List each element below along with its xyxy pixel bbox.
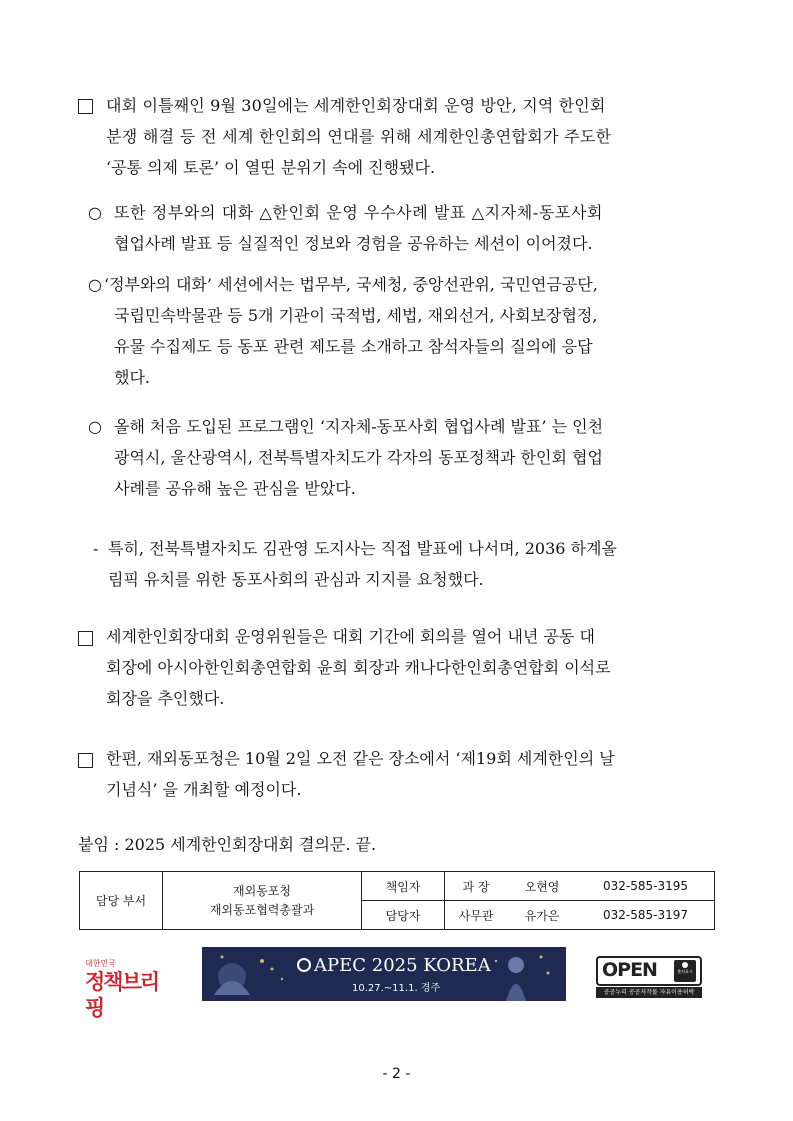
paragraph-line: 세계한인회장대회 운영위원들은 대회 기간에 회의를 열어 내년 공동 대: [106, 627, 595, 646]
paragraph-line: 특히, 전북특별자치도 김관영 도지사는 직접 발표에 나서며, 2036 하계올: [108, 539, 617, 558]
attachment-line: 붙임 : 2025 세계한인회장대회 결의문. 끝.: [78, 835, 377, 854]
paragraph-2: [114, 197, 718, 259]
paragraph-line: 대회 이틀째인 9월 30일에는 세계한인회장대회 운영 방안, 지역 한인회: [106, 96, 606, 115]
name-cell: 유가은: [507, 901, 577, 930]
apec-banner: [202, 947, 566, 1001]
open-license-logo: [596, 956, 702, 998]
circle-bullet-1: ○: [88, 203, 102, 222]
paragraph-line: 한편, 재외동포청은 10월 2일 오전 같은 장소에서 ‘제19회 세계한인의 날: [106, 749, 615, 768]
paragraph-4: [114, 411, 718, 504]
open-subtext: 공공누리 공공저작물 자유이용허락: [596, 987, 702, 998]
paragraph-line: 했다.: [114, 368, 150, 387]
paragraph-3: [104, 269, 718, 393]
paragraph-line: 유물 수집제도 등 동포 관련 제도를 소개하고 참석자들의 질의에 응답: [114, 337, 593, 356]
paragraph-7: [106, 743, 718, 805]
paragraph-line: 광역시, 울산광역시, 전북특별자치도가 각자의 동포정책과 한인회 협업: [114, 448, 603, 467]
box-bullet-1: [78, 99, 93, 114]
dash-bullet: -: [93, 539, 99, 558]
paragraph-line: ‘공통 의제 토론’ 이 열띤 분위기 속에 진행됐다.: [106, 158, 436, 177]
paragraph-line: 협업사례 발표 등 실질적인 정보와 경험을 공유하는 세션이 이어졌다.: [114, 234, 593, 253]
briefing-small-text: 대한민국: [85, 959, 116, 968]
paragraph-line: 사례를 공유해 높은 관심을 받았다.: [114, 479, 356, 498]
paragraph-5: [108, 533, 718, 595]
paragraph-6: [106, 621, 718, 714]
title-cell: 사무관: [445, 901, 508, 930]
name-cell: 오현영: [507, 872, 577, 901]
policy-briefing-logo: [85, 959, 175, 1020]
paragraph-line: 국립민속박물관 등 5개 기관이 국적법, 세법, 재외선거, 사회보장협정,: [114, 306, 598, 325]
box-bullet-3: [78, 753, 93, 768]
page-number: - 2 -: [382, 1066, 411, 1082]
apec-decoration-right: [486, 947, 566, 1001]
paragraph-line: 올해 처음 도입된 프로그램인 ‘지자체-동포사회 협업사례 발표’ 는 인천: [114, 417, 604, 436]
attribution-badge-text: 출처표시: [677, 969, 693, 974]
phone-cell: 032-585-3195: [577, 872, 715, 901]
box-bullet-2: [78, 631, 93, 646]
contact-table: [79, 871, 715, 930]
apec-title: APEC 2025 KOREA: [314, 955, 491, 976]
apec-decoration-left: [202, 947, 292, 1001]
paragraph-line: 기념식’ 을 개최할 예정이다.: [106, 780, 302, 799]
paragraph-line: 분쟁 해결 등 전 세계 한인회의 연대를 위해 세계한인총연합회가 주도한: [106, 127, 612, 146]
dept-name-cell: [163, 872, 362, 930]
paragraph-1: [106, 90, 718, 183]
circle-bullet-3: ○: [88, 417, 102, 436]
attribution-badge: [674, 960, 696, 982]
paragraph-line: 회장을 추인했다.: [106, 689, 225, 708]
title-cell: 과 장: [445, 872, 508, 901]
dept-name-line-1: 재외동포청: [233, 883, 291, 898]
paragraph-line: 회장에 아시아한인회총연합회 윤희 회장과 캐나다한인회총연합회 이석로: [106, 658, 611, 677]
role-cell: 책임자: [362, 872, 445, 901]
apec-dates: 10.27.~11.1. 경주: [352, 983, 441, 994]
paragraph-line: 림픽 유치를 위한 동포사회의 관심과 지지를 요청했다.: [108, 570, 484, 589]
circle-bullet-2: ○: [88, 275, 102, 294]
phone-cell: 032-585-3197: [577, 901, 715, 930]
table-row: [80, 872, 715, 901]
open-text: OPEN: [602, 959, 657, 981]
briefing-big-text: 정책브리핑: [85, 970, 159, 1020]
paragraph-line: ‘정부와의 대화’ 세션에서는 법무부, 국세청, 중앙선관위, 국민연금공단,: [104, 275, 598, 294]
dept-name-line-2: 재외동포협력총괄과: [209, 902, 315, 917]
apec-logo-icon: [297, 958, 311, 972]
dept-label-cell: 담당 부서: [80, 872, 163, 930]
person-icon: [682, 962, 688, 968]
paragraph-line: 또한 정부와의 대화 △한인회 운영 우수사례 발표 △지자체-동포사회: [114, 203, 604, 222]
role-cell: 담당자: [362, 901, 445, 930]
